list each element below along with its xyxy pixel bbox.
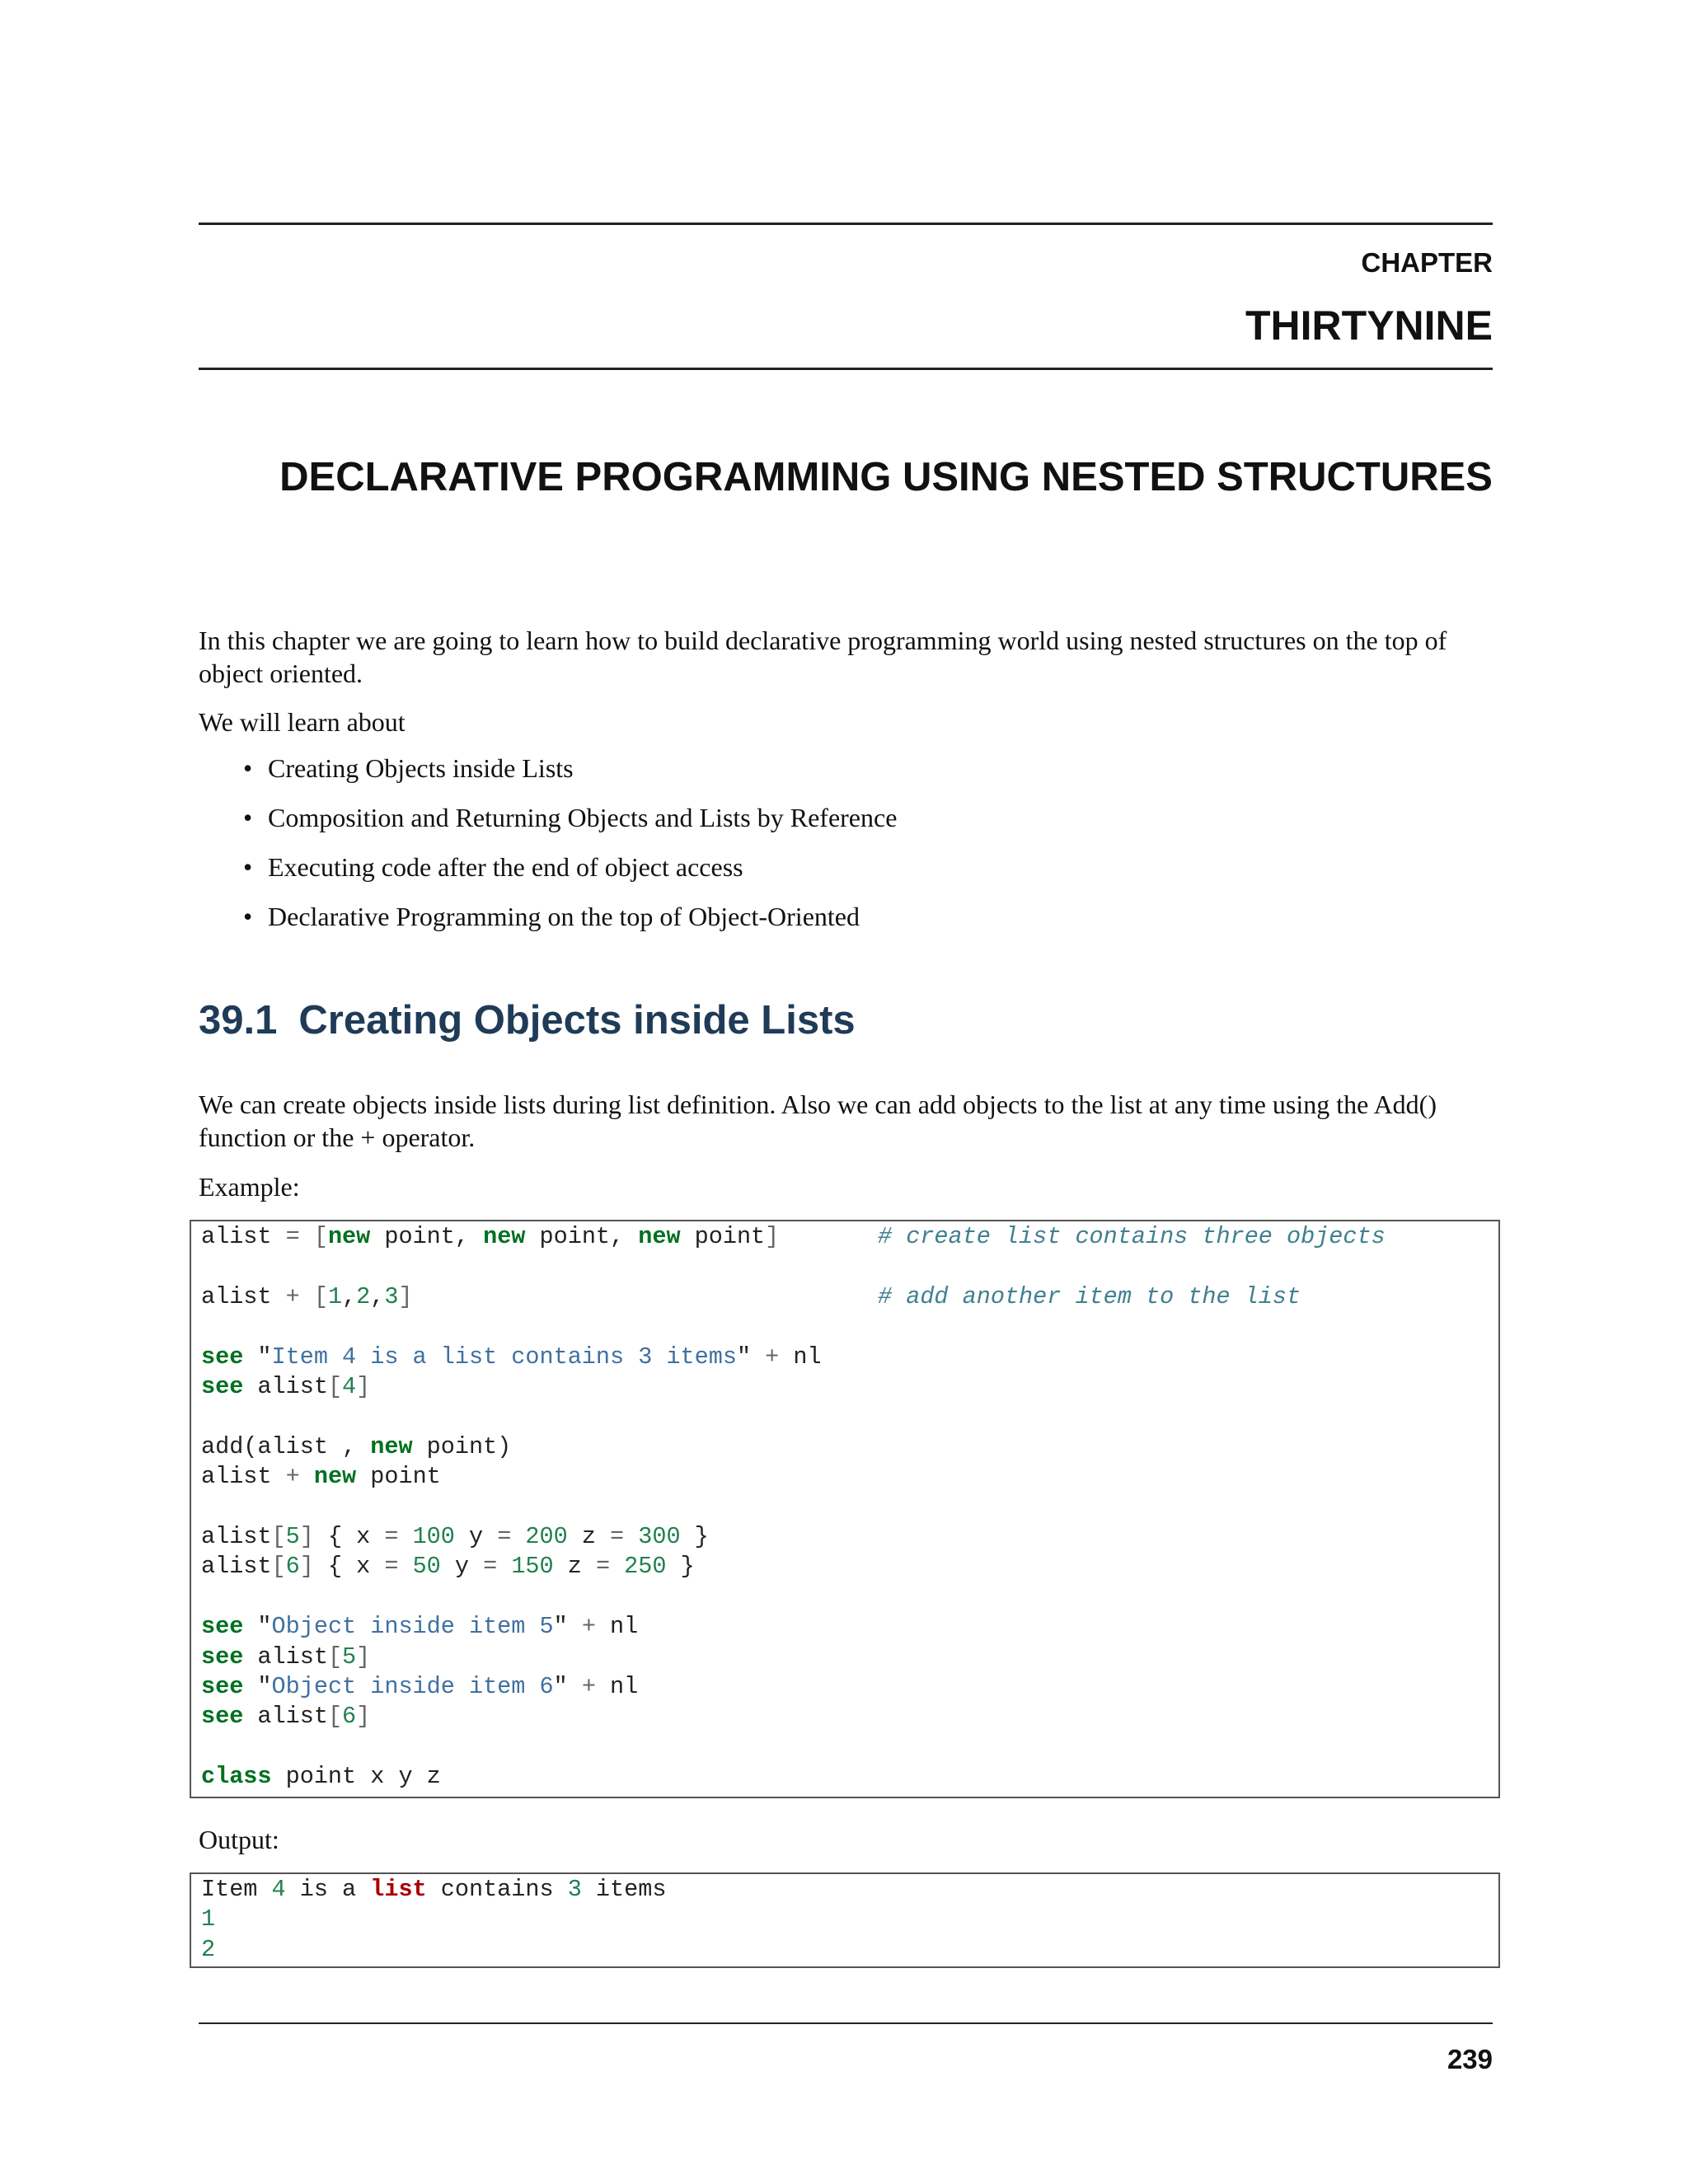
code-line: alist[5] { x = 100 y = 200 z = 300 } xyxy=(201,1523,709,1550)
code-line: class point x y z xyxy=(201,1763,441,1791)
code-line: see alist[4] xyxy=(201,1373,371,1400)
footer-rule xyxy=(199,2022,1493,2024)
output-label: Output: xyxy=(199,1825,279,1854)
code-line: alist = [new point, new point, new point] # create list contains three objects xyxy=(201,1223,1386,1250)
code-line: 2 xyxy=(201,1935,216,1963)
topic-list-item: • Declarative Programming on the top of Object-Oriented xyxy=(243,902,860,931)
code-line: see "Object inside item 5" + nl xyxy=(201,1613,639,1641)
code-line: alist + new point xyxy=(201,1463,441,1491)
topic-list xyxy=(243,752,897,949)
code-line: 1 xyxy=(201,1905,216,1933)
code-line: add(alist , new point) xyxy=(201,1432,512,1460)
code-line: see "Item 4 is a list contains 3 items" + nl xyxy=(201,1343,822,1371)
chapter-bottom-rule xyxy=(199,368,1493,370)
topic-list-item: • Composition and Returning Objects and Lists by Reference xyxy=(243,803,898,832)
code-line: see alist[6] xyxy=(201,1703,371,1731)
code-line: see alist[5] xyxy=(201,1643,371,1671)
chapter-title: DECLARATIVE PROGRAMMING USING NESTED STRUCTURES xyxy=(279,455,1493,499)
section-title-text: Creating Objects inside Lists xyxy=(298,998,856,1043)
intro-lead: We will learn about xyxy=(199,707,406,737)
code-line: Item 4 is a list contains 3 items xyxy=(201,1876,667,1903)
page-number: 239 xyxy=(1447,2044,1493,2074)
section-heading xyxy=(199,997,856,1043)
topic-list-item: • Creating Objects inside Lists xyxy=(243,753,574,783)
section-paragraph: We can create objects inside lists during list definition. Also we can add objects to the list at any time using the Add() function or the + operator. xyxy=(199,1090,1437,1152)
chapter-number: THIRTYNINE xyxy=(1245,302,1493,349)
code-line: alist[6] { x = 50 y = 150 z = 250 } xyxy=(201,1553,695,1581)
intro-paragraph: In this chapter we are going to learn how to build declarative programming world using nested structures on the top of object oriented. xyxy=(199,626,1447,688)
chapter-top-rule xyxy=(199,223,1493,225)
topic-list-item: • Executing code after the end of object access xyxy=(243,852,743,882)
example-label: Example: xyxy=(199,1172,300,1202)
code-example-block xyxy=(190,1220,1500,1798)
code-output-block xyxy=(190,1872,1500,1968)
code-line: alist + [1,2,3] # add another item to the list xyxy=(201,1282,1301,1310)
section-number: 39.1 xyxy=(199,998,278,1043)
code-line: see "Object inside item 6" + nl xyxy=(201,1673,639,1700)
chapter-label: CHAPTER xyxy=(1361,247,1493,278)
